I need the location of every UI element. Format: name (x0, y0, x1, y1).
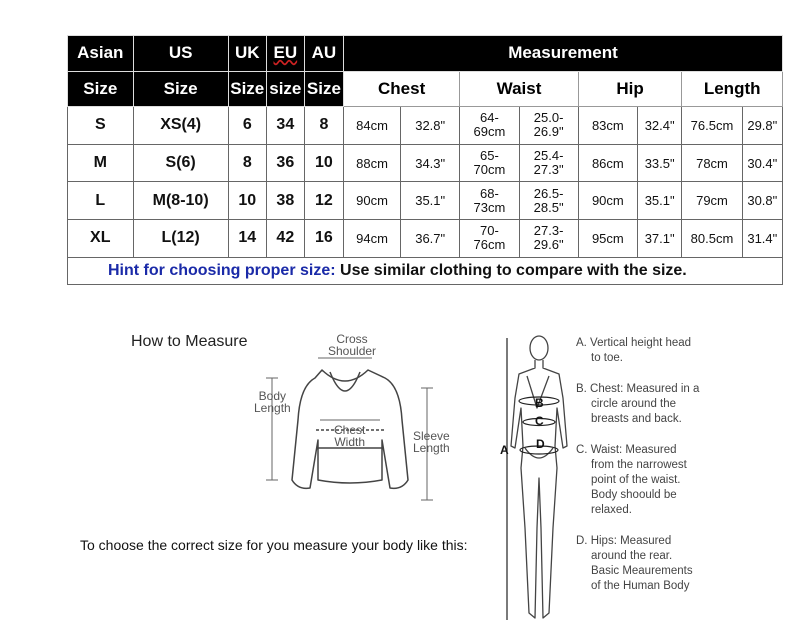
header-asian: Asian (68, 36, 134, 72)
cell-chest-cm: 84cm (343, 107, 400, 145)
measure-instruction: To choose the correct size for you measure your body like this: (80, 537, 468, 553)
header-us-size: Size (133, 71, 228, 107)
cell-waist-cm: 68- 73cm (460, 182, 519, 220)
cell-hip-in: 32.4" (637, 107, 681, 145)
cell-au: 16 (304, 219, 343, 257)
cell-eu: 34 (266, 107, 304, 145)
table-row (68, 219, 783, 257)
cross-shoulder-label: Cross Shoulder (328, 332, 377, 358)
cell-uk: 14 (228, 219, 266, 257)
cell-us: S(6) (133, 144, 228, 182)
cell-length-in: 29.8" (742, 107, 782, 145)
hint-label: Hint for choosing proper size: (108, 261, 336, 279)
note-chest: B. Chest: Measured in a circle around the breasts and back. (576, 383, 700, 425)
cell-hip-cm: 95cm (578, 219, 637, 257)
header-eu-size: size (266, 71, 304, 107)
cell-waist-in: 25.0- 26.9" (519, 107, 578, 145)
cell-waist-in: 25.4- 27.3" (519, 144, 578, 182)
header-au-size: Size (304, 71, 343, 107)
cell-eu: 36 (266, 144, 304, 182)
cell-asian: L (68, 182, 134, 220)
header-us: US (133, 36, 228, 72)
cell-uk: 6 (228, 107, 266, 145)
table-row (68, 182, 783, 220)
header-hip: Hip (578, 71, 682, 107)
note-height: A. Vertical height head to toe. (576, 337, 692, 364)
cell-hip-cm: 90cm (578, 182, 637, 220)
note-hips: D. Hips: Measured around the rear. Basic Meaurements of the Human Body (576, 535, 693, 592)
cell-length-in: 31.4" (742, 219, 782, 257)
cell-chest-in: 34.3" (401, 144, 460, 182)
figure-label-b: B (535, 396, 544, 410)
cell-waist-in: 26.5- 28.5" (519, 182, 578, 220)
table-row (68, 107, 783, 145)
header-waist: Waist (460, 71, 578, 107)
cell-chest-in: 35.1" (401, 182, 460, 220)
header-eu: EU (266, 36, 304, 72)
cell-length-cm: 80.5cm (682, 219, 742, 257)
cell-hip-cm: 83cm (578, 107, 637, 145)
cell-uk: 10 (228, 182, 266, 220)
cell-us: L(12) (133, 219, 228, 257)
header-length: Length (682, 71, 783, 107)
figure-label-d: D (536, 437, 545, 451)
cell-hip-in: 33.5" (637, 144, 681, 182)
size-hint (68, 257, 783, 285)
cell-length-in: 30.4" (742, 144, 782, 182)
header-au: AU (304, 36, 343, 72)
cell-waist-cm: 65- 70cm (460, 144, 519, 182)
cell-chest-cm: 94cm (343, 219, 400, 257)
body-figure-diagram (497, 328, 577, 628)
header-chest: Chest (343, 71, 459, 107)
cell-hip-cm: 86cm (578, 144, 637, 182)
note-waist: C. Waist: Measured from the narrowest point of the waist. Body shoould be relaxed. (576, 444, 687, 516)
cell-chest-in: 36.7" (401, 219, 460, 257)
cell-asian: XL (68, 219, 134, 257)
size-chart-table (67, 35, 783, 285)
sleeve-length-label: Sleeve Length (413, 429, 450, 455)
cell-asian: M (68, 144, 134, 182)
cell-hip-in: 37.1" (637, 219, 681, 257)
cell-au: 12 (304, 182, 343, 220)
figure-label-c: C (535, 414, 544, 428)
header-asian-size: Size (68, 71, 134, 107)
body-length-label: Body Length (254, 389, 291, 415)
cell-us: XS(4) (133, 107, 228, 145)
cell-asian: S (68, 107, 134, 145)
figure-label-a: A (500, 443, 509, 457)
cell-au: 8 (304, 107, 343, 145)
cell-hip-in: 35.1" (637, 182, 681, 220)
header-uk: UK (228, 36, 266, 72)
cell-us: M(8-10) (133, 182, 228, 220)
cell-chest-cm: 90cm (343, 182, 400, 220)
how-to-measure-title: How to Measure (131, 333, 248, 350)
cell-au: 10 (304, 144, 343, 182)
cell-chest-in: 32.8" (401, 107, 460, 145)
hint-text: Use similar clothing to compare with the size. (335, 261, 687, 279)
header-uk-size: Size (228, 71, 266, 107)
cell-length-cm: 79cm (682, 182, 742, 220)
cell-waist-cm: 70- 76cm (460, 219, 519, 257)
cell-chest-cm: 88cm (343, 144, 400, 182)
figure-head (530, 336, 548, 360)
chest-width-label: Chest Width (334, 423, 366, 449)
cell-length-cm: 78cm (682, 144, 742, 182)
cell-waist-in: 27.3- 29.6" (519, 219, 578, 257)
cell-uk: 8 (228, 144, 266, 182)
cell-waist-cm: 64- 69cm (460, 107, 519, 145)
cell-eu: 38 (266, 182, 304, 220)
table-row (68, 144, 783, 182)
header-measurement: Measurement (343, 36, 782, 72)
cell-length-cm: 76.5cm (682, 107, 742, 145)
cell-eu: 42 (266, 219, 304, 257)
cell-length-in: 30.8" (742, 182, 782, 220)
